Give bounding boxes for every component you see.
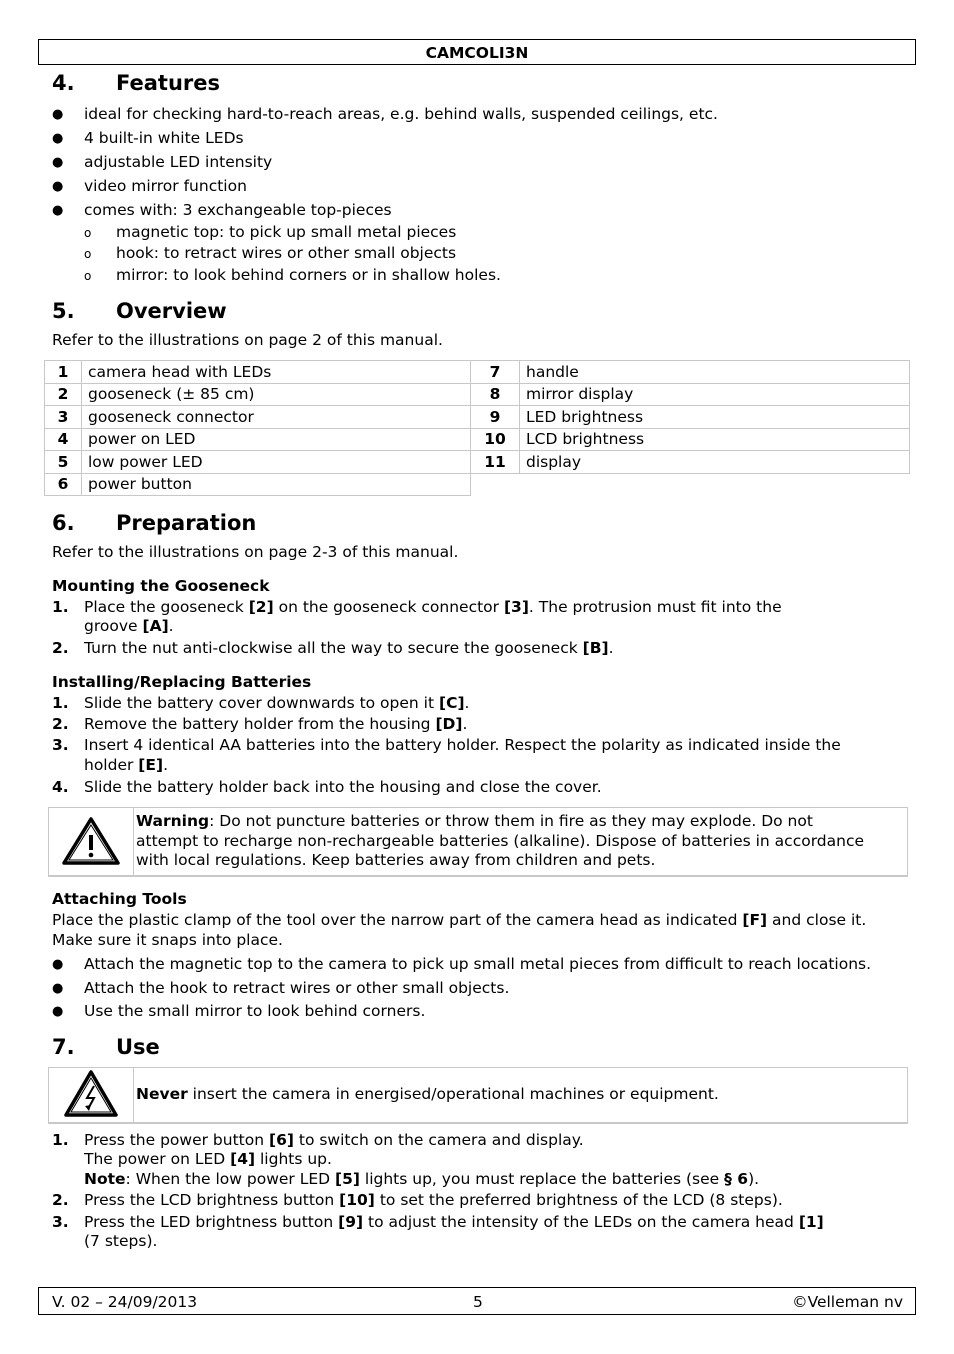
list-item-cont: groove [A].	[84, 617, 174, 635]
caution-box	[48, 1067, 908, 1124]
table-row: 8 mirror display	[471, 383, 910, 406]
list-item: Slide the battery holder back into the housing and close the cover.	[84, 778, 602, 796]
list-item: Place the gooseneck [2] on the gooseneck connector [3]. The protrusion must fit into the	[84, 598, 782, 616]
overview-intro: Refer to the illustrations on page 2 of this manual.	[52, 331, 443, 349]
subheading-mounting: Mounting the Gooseneck	[52, 577, 270, 595]
list-item-cont: holder [E].	[84, 756, 168, 774]
overview-table-right	[470, 360, 910, 474]
tools-paragraph-cont: Make sure it snaps into place.	[52, 931, 283, 949]
footer-version: V. 02 – 24/09/2013	[52, 1293, 198, 1311]
table-row: 2 gooseneck (± 85 cm)	[45, 383, 471, 406]
list-item: Press the power button [6] to switch on the camera and display.	[84, 1131, 584, 1149]
list-item: Press the LED brightness button [9] to adjust the intensity of the LEDs on the camera head [1]	[84, 1213, 824, 1231]
list-item: Turn the nut anti-clockwise all the way to secure the gooseneck [B].	[84, 639, 614, 657]
list-item: Remove the battery holder from the housing [D].	[84, 715, 468, 733]
warning-text-line: attempt to recharge non-rechargeable batteries (alkaline). Dispose of batteries in accordance	[136, 832, 865, 850]
tools-paragraph: Place the plastic clamp of the tool over the narrow part of the camera head as indicated [F] and close it.	[52, 911, 867, 929]
table-row: 3 gooseneck connector	[45, 406, 471, 429]
table-row: 6 power button	[45, 473, 471, 496]
caution-text: Never insert the camera in energised/operational machines or equipment.	[136, 1085, 719, 1103]
table-row: 11 display	[471, 451, 910, 474]
footer-copyright: ©Velleman nv	[792, 1293, 903, 1311]
list-item-note: Note: When the low power LED [5] lights up, you must replace the batteries (see § 6).	[84, 1170, 760, 1188]
warning-triangle-icon	[49, 808, 133, 875]
warning-text-line: with local regulations. Keep batteries away from children and pets.	[136, 851, 656, 869]
list-item: Press the LCD brightness button [10] to set the preferred brightness of the LCD (8 steps).	[84, 1191, 783, 1209]
table-row: 10 LCD brightness	[471, 428, 910, 451]
subheading-batteries: Installing/Replacing Batteries	[52, 673, 312, 691]
warning-icon-cell	[49, 808, 134, 875]
electric-hazard-icon	[49, 1068, 133, 1122]
table-row: 1 camera head with LEDs	[45, 361, 471, 384]
table-row: 9 LED brightness	[471, 406, 910, 429]
page-footer	[38, 1287, 916, 1315]
table-row: 5 low power LED	[45, 451, 471, 474]
preparation-intro: Refer to the illustrations on page 2-3 of this manual.	[52, 543, 459, 561]
table-row: 4 power on LED	[45, 428, 471, 451]
list-item: Insert 4 identical AA batteries into the battery holder. Respect the polarity as indicated inside the	[84, 736, 841, 754]
list-item-cont: (7 steps).	[84, 1232, 158, 1250]
subheading-tools: Attaching Tools	[52, 890, 187, 908]
caution-icon-cell	[49, 1068, 134, 1122]
header-title: CAMCOLI3N	[425, 44, 529, 62]
footer-page-number: 5	[473, 1293, 483, 1311]
overview-table-left	[44, 360, 471, 496]
page-header	[38, 39, 916, 65]
table-row: 7 handle	[471, 361, 910, 384]
list-item: Slide the battery cover downwards to open it [C].	[84, 694, 470, 712]
warning-box	[48, 807, 908, 877]
list-item-cont: The power on LED [4] lights up.	[84, 1150, 332, 1168]
warning-text-line: Warning: Do not puncture batteries or throw them in fire as they may explode. Do not	[136, 812, 813, 830]
